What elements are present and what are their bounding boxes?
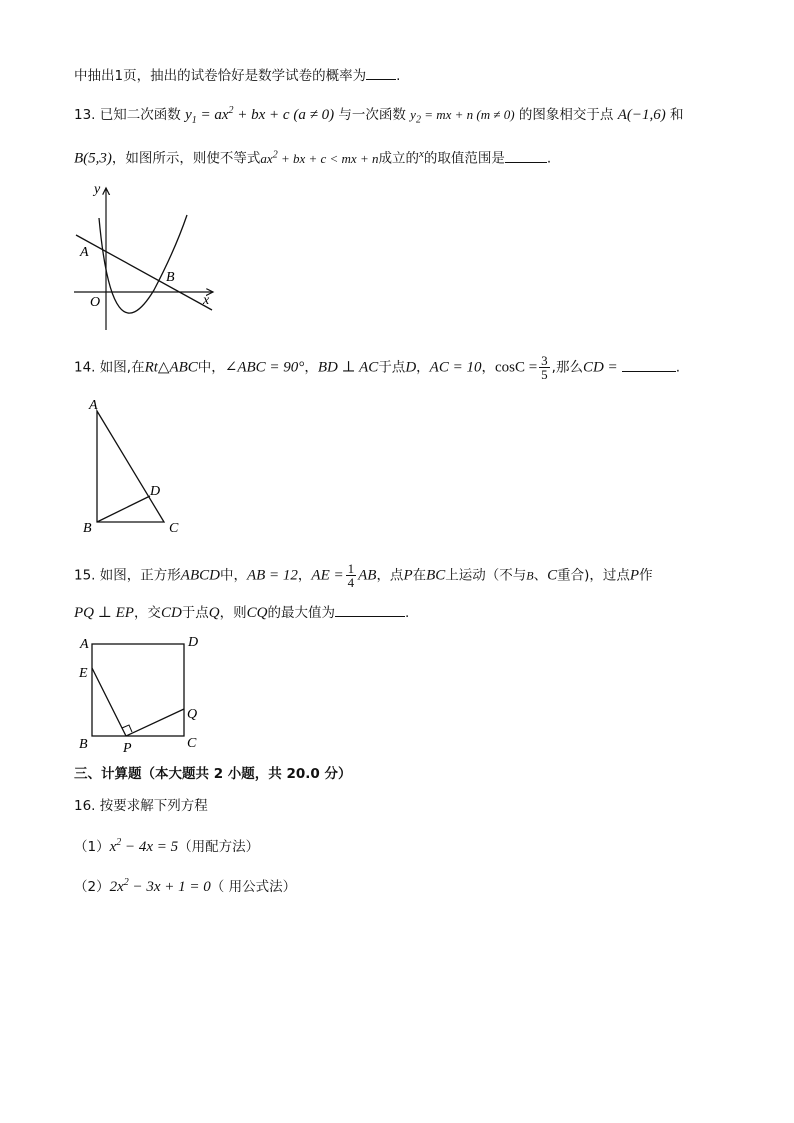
q14-triangle-figure bbox=[80, 395, 190, 540]
q15-label-a: A bbox=[80, 637, 89, 652]
q15-text-k: ，则 bbox=[219, 605, 247, 621]
q15-abcd: ABCD bbox=[180, 567, 220, 584]
q15-ae: AE = bbox=[311, 567, 344, 584]
q14-sep-2: ， bbox=[416, 359, 430, 376]
q15-answer-blank bbox=[335, 603, 405, 617]
q15-line2 bbox=[74, 603, 409, 622]
q15-segment-ep bbox=[92, 668, 126, 736]
q13-text-g: 的取值范围是 bbox=[423, 150, 505, 167]
q15-line1: 15. 如图，正方形ABCD中，AB = 12，AE = $\frac{1}{4}$ AB，点P在BC上运动（不与B、C重合)，过点P作 bbox=[74, 561, 653, 590]
q15-ab: AB = 12 bbox=[246, 567, 298, 584]
q12-text: 中抽出1页，抽出的试卷恰好是数学试卷的概率为 bbox=[74, 68, 367, 84]
q13-label-b: B bbox=[166, 270, 175, 285]
q15-segment-pq bbox=[126, 709, 184, 736]
q15-text-c: ，点 bbox=[376, 567, 404, 584]
q15-label-b: B bbox=[79, 737, 88, 752]
q16-part1 bbox=[74, 834, 259, 856]
q14-answer-blank bbox=[622, 358, 676, 372]
q15-text-l: 的最大值为 bbox=[267, 605, 335, 621]
q14-text-c: 于点 bbox=[378, 359, 406, 376]
q16-part1-method: （用配方法） bbox=[178, 839, 260, 855]
q12-period: . bbox=[396, 68, 401, 84]
q16-equation-1: $x^2 - 4x = 5$ bbox=[109, 837, 179, 855]
q14-frac-den: 5 bbox=[541, 367, 548, 382]
q14-cd: CD = bbox=[582, 359, 618, 376]
q16-part2-label: （2） bbox=[74, 879, 110, 895]
q14-text-b: 中， bbox=[197, 359, 225, 376]
q14-label-d: D bbox=[150, 484, 161, 499]
q13-text-e: ，如图所示，则使不等式 bbox=[111, 150, 261, 167]
q15-point-q: Q bbox=[208, 605, 220, 621]
q14-frac-num: 3 bbox=[541, 353, 548, 368]
q14-period: . bbox=[675, 359, 680, 376]
q15-point-p: P bbox=[403, 567, 413, 584]
q16-text: 按要求解下列方程 bbox=[99, 798, 208, 814]
q13-label-o: O bbox=[90, 295, 101, 310]
q15-bc: BC bbox=[426, 567, 446, 584]
q15-label-p: P bbox=[123, 741, 132, 754]
q13-parabola bbox=[99, 215, 187, 313]
q13-point-b: B(5,3) bbox=[74, 150, 112, 167]
q14-angle: ∠ABC = 90° bbox=[224, 359, 305, 376]
q13-text-f: 成立的 bbox=[378, 150, 419, 167]
q14-fraction bbox=[539, 354, 550, 381]
q15-point-p2: P bbox=[629, 567, 640, 584]
q14-segment-bd bbox=[97, 496, 150, 522]
q13-line2 bbox=[74, 145, 551, 168]
q15-label-e: E bbox=[79, 666, 88, 681]
q15-number: 15. bbox=[74, 567, 96, 584]
q13-answer-blank bbox=[505, 149, 547, 163]
q15-text-f: 、 bbox=[533, 567, 548, 584]
q15-label-d: D bbox=[188, 635, 199, 650]
q13-label-x: x bbox=[203, 293, 210, 308]
q15-cd: CD bbox=[160, 605, 182, 621]
q13-quadratic: $y_1 = ax^2$ + bx + c (a ≠ 0) bbox=[185, 105, 335, 126]
q15-point-c: C bbox=[547, 567, 558, 584]
q13-text-d: 和 bbox=[670, 107, 684, 123]
q13-text-c: 的图象相交于点 bbox=[518, 107, 614, 123]
q15-period: . bbox=[404, 605, 410, 621]
q15-text-b: 中， bbox=[219, 567, 247, 584]
q16-part2-method: （ 用公式法） bbox=[210, 879, 297, 895]
q16-part2 bbox=[74, 874, 296, 896]
q15-fraction bbox=[346, 562, 357, 589]
q14-line bbox=[74, 354, 680, 381]
q12-answer-blank bbox=[366, 66, 396, 80]
q13-linear: $y_2$ = mx + n (m ≠ 0) bbox=[410, 107, 515, 126]
q13-text-a: 已知二次函数 bbox=[99, 107, 181, 123]
section-3-heading: 三、计算题（本大题共 2 小题，共 20.0 分） bbox=[74, 766, 352, 782]
q14-text-a: 如图,在 bbox=[99, 359, 145, 376]
q14-rt-triangle: Rt△ABC bbox=[144, 359, 198, 376]
q13-inequality: $ax^2$ + bx + c < mx + n bbox=[260, 149, 379, 166]
q16-part1-label: （1） bbox=[74, 839, 110, 855]
q16-number: 16. bbox=[74, 798, 96, 814]
q13-text-b: 与一次函数 bbox=[338, 107, 406, 123]
q13-graph bbox=[70, 180, 220, 335]
q14-label-c: C bbox=[169, 521, 179, 536]
q14-ac: AC = 10 bbox=[429, 359, 482, 376]
q13-period: . bbox=[546, 150, 552, 167]
q15-cq: CQ bbox=[246, 605, 268, 621]
q13-number: 13. bbox=[74, 107, 96, 123]
q13-var-x: x bbox=[418, 148, 424, 160]
q15-ab2: AB bbox=[358, 567, 377, 584]
q15-text-i: ，交 bbox=[133, 605, 161, 621]
q15-point-b: B bbox=[526, 568, 534, 583]
q15-text-a: 如图，正方形 bbox=[99, 567, 181, 584]
q14-text-d: ,那么 bbox=[551, 359, 583, 376]
q15-text-d: 在 bbox=[412, 567, 427, 584]
q14-sep: ， bbox=[304, 359, 318, 376]
q15-pq-perp-ep: PQ ⊥ EP bbox=[74, 605, 134, 621]
q13-line1 bbox=[74, 102, 684, 130]
q12-line bbox=[74, 66, 400, 85]
q14-sep-3: ， bbox=[481, 359, 495, 376]
q15-label-c: C bbox=[187, 736, 197, 751]
q15-square bbox=[92, 644, 184, 736]
q15-label-q: Q bbox=[187, 707, 198, 722]
q13-label-y: y bbox=[94, 182, 101, 197]
q14-label-a: A bbox=[89, 398, 98, 413]
q15-text-h: 作 bbox=[639, 567, 653, 584]
q15-square-figure bbox=[76, 632, 206, 754]
q14-label-b: B bbox=[83, 521, 92, 536]
q15-frac-num: 1 bbox=[347, 561, 355, 576]
q14-point-d: D bbox=[405, 359, 417, 376]
q13-label-a: A bbox=[80, 245, 89, 260]
q13-point-a: A(−1,6) bbox=[617, 107, 666, 123]
q15-text-e: 上运动（不与 bbox=[445, 567, 527, 584]
q15-text-j: 于点 bbox=[181, 605, 209, 621]
q16-line bbox=[74, 797, 208, 815]
q14-cos: cosC = bbox=[494, 359, 538, 376]
q15-text-g: 重合)，过点 bbox=[557, 567, 630, 584]
q16-equation-2: $2x^2 - 3x + 1 = 0$ bbox=[109, 877, 211, 895]
q14-number: 14. bbox=[74, 359, 96, 376]
q14-perpendicular: BD ⊥ AC bbox=[317, 359, 379, 376]
q15-frac-den: 4 bbox=[347, 575, 355, 590]
